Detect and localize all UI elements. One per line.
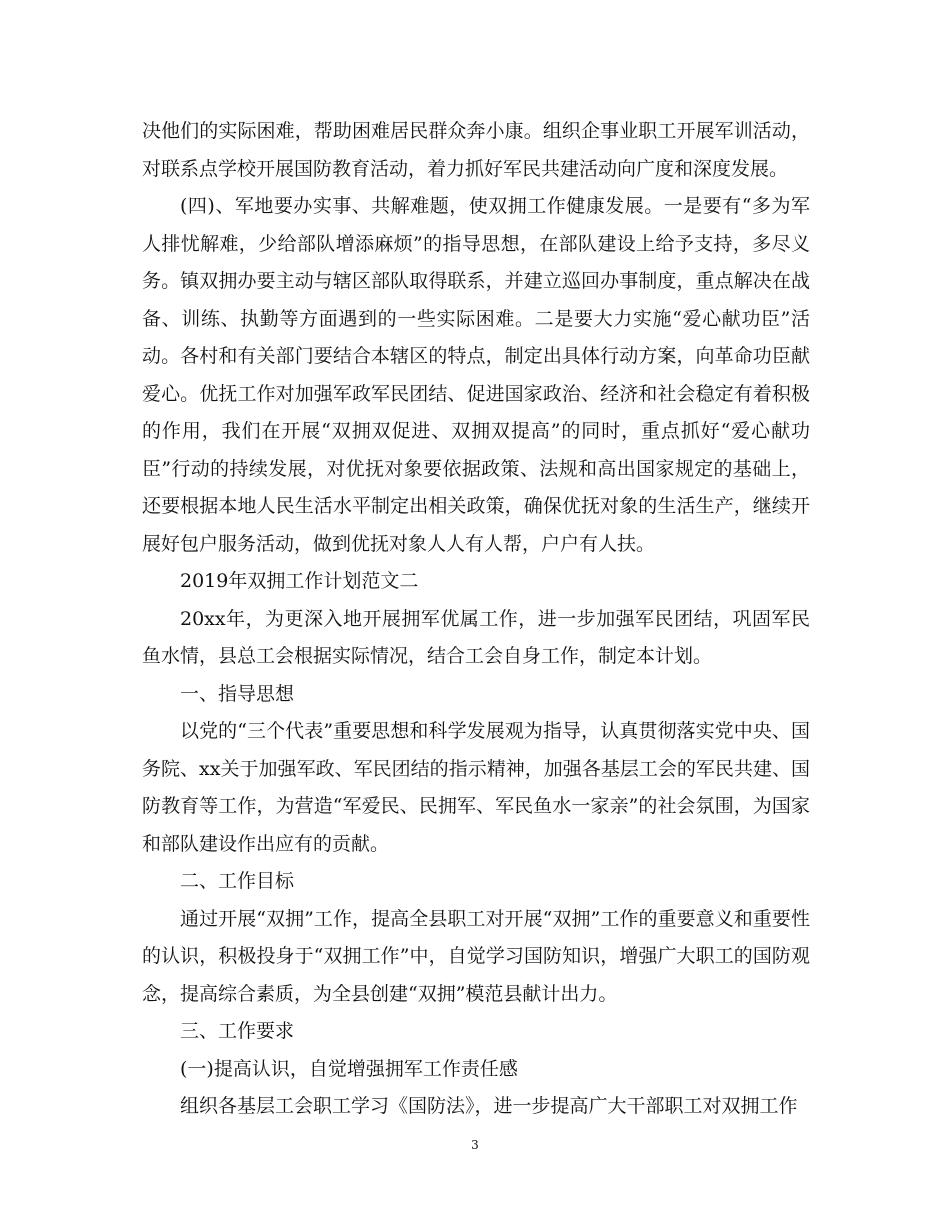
paragraph-national-defense-law: 组织各基层工会职工学习《国防法》，进一步提高广大干部职工对双拥工作 [180,1095,798,1117]
paragraph-subheading-one: (一)提高认识，自觉增强拥军工作责任感 [180,1057,518,1080]
paragraph-intro: 20xx年，为更深入地开展拥军优属工作，进一步加强军民团结，巩固军民鱼水情，县总工会根据实际情况，结合工会自身工作，制定本计划。 [142,607,810,667]
paragraph-heading-sample-two: 2019年双拥工作计划范文二 [180,570,419,592]
paragraph-guiding-ideology: 以党的“三个代表”重要思想和科学发展观为指导，认真贯彻落实党中央、国务院、xx关于加强军政、军民团结的指示精神，加强各基层工会的军民共建、国防教育等工作，为营造“军爱民、民拥军、军民鱼水一家亲”的社会氛围，为国家和部队建设作出应有的贡献。 [142,720,810,855]
paragraph-heading-work-goals: 二、工作目标 [180,870,295,892]
document-body [142,113,810,1126]
paragraph-heading-guiding-ideology: 一、指导思想 [180,682,295,705]
page-number: 3 [471,1138,479,1152]
paragraph-work-goals: 通过开展“双拥”工作，提高全县职工对开展“双拥”工作的重要意义和重要性的认识，积极投身于“双拥工作”中，自觉学习国防知识，增强广大职工的国防观念，提高综合素质，为全县创建“双拥”模范县献计出力。 [142,907,810,1005]
paragraph-continuation: 决他们的实际困难，帮助困难居民群众奔小康。组织企事业职工开展军训活动，对联系点学校开展国防教育活动，着力抓好军民共建活动向广度和深度发展。 [142,120,810,180]
paragraph-heading-work-requirements: 三、工作要求 [180,1020,295,1042]
paragraph-section-four: (四)、军地要办实事、共解难题，使双拥工作健康发展。一是要有“多为军人排忧解难，少给部队增添麻烦”的指导思想，在部队建设上给予支持，多尽义务。镇双拥办要主动与辖区部队取得联系，并建立巡回办事制度，重点解决在战备、训练、执勤等方面遇到的一些实际困难。二是要大力实施“爱心献功臣”活动。各村和有关部门要结合本辖区的特点，制定出具体行动方案，向革命功臣献爱心。优抚工作对加强军政军民团结、促进国家政治、经济和社会稳定有着积极的作用，我们在开展“双拥双促进、双拥双提高”的同时，重点抓好“爱心献功臣”行动的持续发展，对优抚对象要依据政策、法规和高出国家规定的基础上，还要根据本地人民生活水平制定出相关政策，确保优抚对象的生活生产，继续开展好包户服务活动，做到优抚对象人人有人帮，户户有人扶。 [142,195,810,555]
